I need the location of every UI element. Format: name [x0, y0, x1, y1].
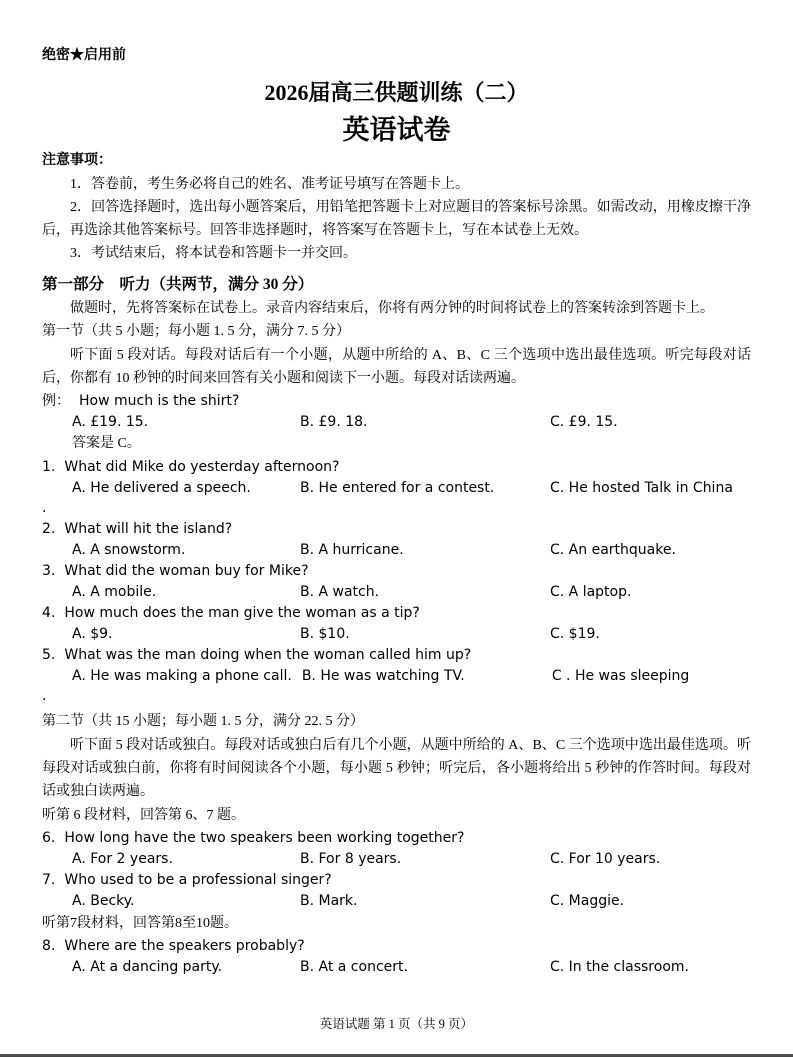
- option-c: C. For 10 years.: [550, 851, 661, 867]
- example-question-line: [42, 391, 751, 411]
- option-a: A. Becky.: [72, 893, 135, 909]
- listening-lead-6: 听第 6 段材料，回答第 6、7 题。: [42, 808, 245, 823]
- option-a: A. A mobile.: [72, 584, 157, 600]
- option-c: C. £9. 15.: [550, 414, 618, 430]
- notice-section: [42, 149, 751, 265]
- security-classification: 绝密★启用前: [42, 48, 126, 63]
- option-overflow: .: [42, 500, 47, 516]
- question-1: [42, 457, 751, 518]
- section2-heading: 第二节（共 15 小题；每小题 1. 5 分，满分 22. 5 分）: [42, 714, 364, 729]
- listening-lead-7: 听第7段材料，回答第8至10题。: [42, 916, 238, 931]
- question-text: What did Mike do yesterday afternoon?: [64, 459, 340, 475]
- question-options: [42, 891, 751, 911]
- question-options: [42, 666, 751, 686]
- question-line: [42, 828, 751, 848]
- question-text: How long have the two speakers been working together?: [64, 830, 465, 846]
- paper-subject-title: 英语试卷: [342, 115, 451, 145]
- option-a: A. At a dancing party.: [72, 959, 223, 975]
- part1-intro: 做题时，先将答案标在试卷上。录音内容结束后，你将有两分钟的时间将试卷上的答案转涂到答题卡上。: [70, 301, 714, 316]
- question-number: 1.: [42, 459, 56, 475]
- option-c: C. Maggie.: [550, 893, 625, 909]
- example-options: [42, 412, 751, 432]
- question-line: [42, 457, 751, 477]
- question-options: [42, 582, 751, 602]
- option-b: B. He entered for a contest.: [300, 480, 495, 496]
- question-3: [42, 561, 751, 602]
- example-answer: 答案是 C。: [72, 436, 141, 451]
- notice-item-2: 2．回答选择题时，选出每小题答案后，用铅笔把答题卡上对应题目的答案标号涂黑。如需改动，用橡皮擦干净后，再选涂其他答案标号。回答非选择题时，将答案写在答题卡上，写在本试卷上无效。: [42, 200, 751, 238]
- option-b: B. For 8 years.: [300, 851, 402, 867]
- question-number: 2.: [42, 521, 56, 537]
- option-b: B. $10.: [300, 626, 350, 642]
- example-question-label: 例：: [42, 393, 70, 409]
- example-question-text: How much is the shirt?: [79, 393, 240, 409]
- question-text: What will hit the island?: [64, 521, 233, 537]
- option-overflow: .: [42, 688, 47, 704]
- question-line: [42, 645, 751, 665]
- question-text: What was the man doing when the woman called him up?: [64, 647, 472, 663]
- question-options: [42, 478, 751, 498]
- option-b: B. A hurricane.: [300, 542, 404, 558]
- option-a: A. For 2 years.: [72, 851, 173, 867]
- option-c: C . He was sleeping: [551, 668, 690, 684]
- option-a: A. A snowstorm.: [72, 542, 186, 558]
- question-number: 3.: [42, 563, 56, 579]
- question-number: 7.: [42, 872, 56, 888]
- question-text: Who used to be a professional singer?: [64, 872, 332, 888]
- option-c: C. In the classroom.: [550, 959, 689, 975]
- question-6: [42, 828, 751, 869]
- question-options: [42, 540, 751, 560]
- option-a: A. £19. 15.: [72, 414, 149, 430]
- question-7: [42, 870, 751, 911]
- option-b: B. A watch.: [300, 584, 380, 600]
- option-b: B. At a concert.: [300, 959, 408, 975]
- part1-heading: 第一部分 听力（共两节，满分 30 分）: [42, 276, 314, 293]
- option-b: B. Mark.: [300, 893, 358, 909]
- option-a: A. He delivered a speech.: [72, 480, 251, 496]
- section1-instructions: 听下面 5 段对话。每段对话后有一个小题，从题中所给的 A、B、C 三个选项中选出最佳选项。听完每段对话后，你都有 10 秒钟的时间来回答有关小题和阅读下一小题。每段对话读两遍。: [42, 348, 751, 386]
- section2-instructions: 听下面 5 段对话或独白。每段对话或独白后有几个小题，从题中所给的 A、B、C 三个选项中选出最佳选项。听每段对话或独白前，你将有时间阅读各个小题，每小题 5 秒钟；听完后，各小题将给出 5 秒钟的作答时间。每段对话或独白读两遍。: [42, 738, 751, 799]
- question-line: [42, 519, 751, 539]
- option-a: A. He was making a phone call.: [72, 668, 292, 684]
- question-5: [42, 645, 751, 706]
- question-number: 6.: [42, 830, 56, 846]
- option-c: C. A laptop.: [550, 584, 632, 600]
- option-b: B. He was watching TV.: [301, 668, 465, 684]
- question-text: Where are the speakers probably?: [64, 938, 305, 954]
- option-c: C. An earthquake.: [550, 542, 676, 558]
- question-line: [42, 561, 751, 581]
- notice-item-3: 3．考试结束后，将本试卷和答题卡一并交回。: [70, 246, 357, 261]
- question-4: [42, 603, 751, 644]
- notice-item-1: 1．答卷前，考生务必将自己的姓名、准考证号填写在答题卡上。: [70, 177, 469, 192]
- question-number: 5.: [42, 647, 56, 663]
- question-text: How much does the man give the woman as a tip?: [64, 605, 420, 621]
- option-c: C. $19.: [550, 626, 600, 642]
- option-b: B. £9. 18.: [300, 414, 368, 430]
- notice-heading: 注意事项：: [42, 153, 112, 168]
- section1-heading: 第一节（共 5 小题；每小题 1. 5 分，满分 7. 5 分）: [42, 324, 350, 339]
- question-line: [42, 870, 751, 890]
- question-2: [42, 519, 751, 560]
- question-line: [42, 603, 751, 623]
- page-footer: 英语试题 第 1 页（共 9 页）: [319, 1017, 474, 1031]
- question-options: [42, 849, 751, 869]
- example-question: [42, 391, 751, 432]
- question-number: 4.: [42, 605, 56, 621]
- question-options: [42, 624, 751, 644]
- window-bottom-edge: [0, 1054, 793, 1057]
- question-8: [42, 936, 751, 977]
- option-c: C. He hosted Talk in China: [550, 480, 733, 496]
- question-text: What did the woman buy for Mike?: [64, 563, 309, 579]
- question-number: 8.: [42, 938, 56, 954]
- option-a: A. $9.: [72, 626, 113, 642]
- question-options: [42, 957, 751, 977]
- question-line: [42, 936, 751, 956]
- exam-title: 2026届高三供题训练（二）: [264, 80, 529, 105]
